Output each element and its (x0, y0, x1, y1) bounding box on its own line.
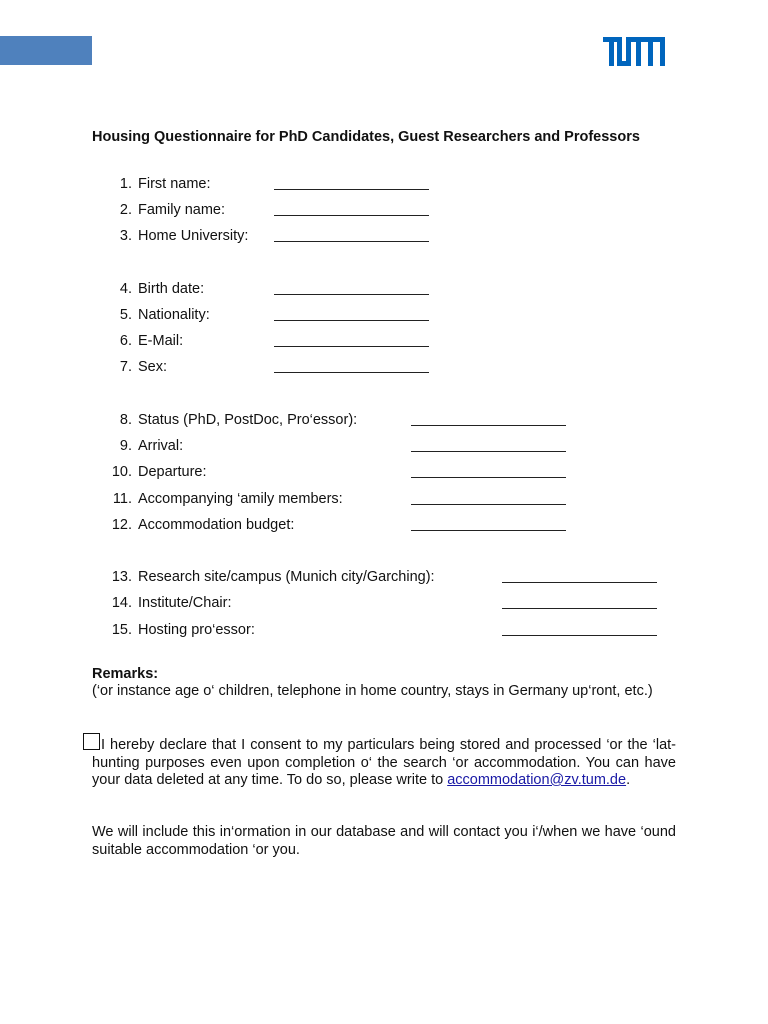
question-number: 7. (119, 359, 132, 375)
question-number: 12. (111, 517, 132, 533)
birth-date-field[interactable] (274, 294, 429, 295)
accommodation-budget-field[interactable] (411, 530, 566, 531)
family-members-field[interactable] (411, 504, 566, 505)
header-accent-bar (0, 36, 92, 65)
closing-text: We will include this in‘ormation in our database and will contact you i‘/when we have ‘ound suitable accommodation ‘or you. (92, 824, 676, 858)
question-number: 15. (111, 622, 132, 638)
question-number: 5. (119, 307, 132, 323)
question-label: Family name: (138, 202, 226, 218)
remarks-hint: (‘or instance age o‘ children, telephone in home country, stays in Germany up‘ront, etc.) (92, 683, 653, 699)
question-label: Accommodation budget: (138, 517, 295, 533)
email-link[interactable]: accommodation@zv.tum.de (447, 772, 627, 788)
question-label: Nationality: (138, 307, 210, 323)
question-label: Arrival: (138, 438, 184, 454)
research-site-field[interactable] (502, 582, 657, 583)
home-university-field[interactable] (274, 241, 429, 242)
consent-suffix: . (626, 772, 631, 788)
family-name-field[interactable] (274, 215, 429, 216)
question-label: First name: (138, 176, 211, 192)
question-number: 3. (119, 228, 132, 244)
tum-logo (603, 37, 665, 66)
question-number: 6. (119, 333, 132, 349)
question-label: Home University: (138, 228, 249, 244)
question-number: 9. (119, 438, 132, 454)
consent-text-block (92, 737, 676, 790)
question-label: Birth date: (138, 281, 205, 297)
question-label: Sex: (138, 359, 168, 375)
first-name-field[interactable] (274, 189, 429, 190)
question-number: 2. (119, 202, 132, 218)
question-label: Research site/campus (Munich city/Garching): (138, 569, 435, 585)
question-number: 10. (111, 464, 132, 480)
institute-chair-field[interactable] (502, 608, 657, 609)
remarks-heading: Remarks: (92, 666, 159, 682)
question-number: 1. (119, 176, 132, 192)
nationality-field[interactable] (274, 320, 429, 321)
question-label: Institute/Chair: (138, 595, 232, 611)
question-label: E-Mail: (138, 333, 184, 349)
question-label: Status (PhD, PostDoc, Pro‘essor): (138, 412, 358, 428)
hosting-professor-field[interactable] (502, 635, 657, 636)
question-number: 14. (111, 595, 132, 611)
status-field[interactable] (411, 425, 566, 426)
question-number: 11. (112, 491, 132, 507)
question-label: Departure: (138, 464, 207, 480)
question-label: Accompanying ‘amily members: (138, 491, 343, 507)
email-field[interactable] (274, 346, 429, 347)
arrival-field[interactable] (411, 451, 566, 452)
question-number: 4. (119, 281, 132, 297)
question-number: 13. (111, 569, 132, 585)
question-number: 8. (119, 412, 132, 428)
departure-field[interactable] (411, 477, 566, 478)
question-label: Hosting pro‘essor: (138, 622, 255, 638)
consent-text: I hereby declare that I consent to my particulars being stored and processed ‘or the ‘lat-hunting purposes even upon completion o‘ the search ‘or accommodation. You can have your data deleted at any time. To do so, please write to (92, 737, 676, 788)
sex-field[interactable] (274, 372, 429, 373)
page-title: Housing Questionnaire for PhD Candidates, Guest Researchers and Professors (92, 129, 640, 145)
